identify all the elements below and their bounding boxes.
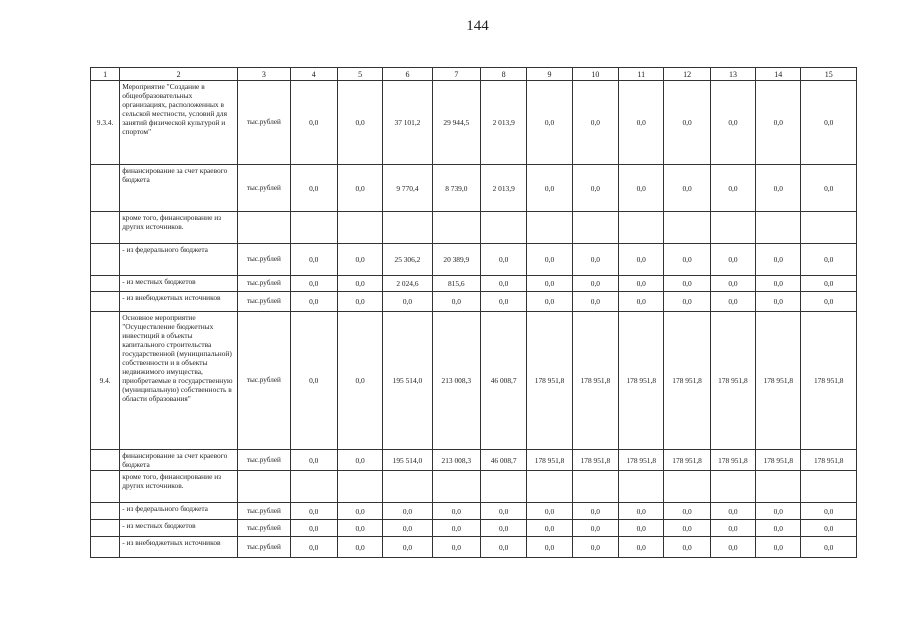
value-cell: 0,0 bbox=[619, 81, 664, 165]
column-number-cell: 14 bbox=[756, 68, 801, 81]
row-code-cell bbox=[91, 244, 120, 276]
value-cell bbox=[572, 471, 618, 503]
value-cell: 0,0 bbox=[337, 276, 382, 292]
column-number-cell: 7 bbox=[432, 68, 480, 81]
table-row bbox=[91, 165, 857, 212]
budget-table bbox=[90, 67, 857, 558]
value-cell: 0,0 bbox=[801, 537, 857, 558]
value-cell: 0,0 bbox=[572, 503, 618, 520]
value-cell: 178 951,8 bbox=[572, 450, 618, 471]
value-cell: 0,0 bbox=[337, 244, 382, 276]
value-cell: 0,0 bbox=[756, 292, 801, 312]
value-cell: 178 951,8 bbox=[619, 450, 664, 471]
value-cell: 178 951,8 bbox=[756, 450, 801, 471]
value-cell: 0,0 bbox=[619, 165, 664, 212]
row-description-cell: кроме того, финансирование из других источников. bbox=[120, 212, 238, 244]
value-cell bbox=[481, 212, 527, 244]
value-cell: 0,0 bbox=[801, 165, 857, 212]
value-cell bbox=[432, 471, 480, 503]
unit-cell: тыс.рублей bbox=[238, 165, 290, 212]
table-row bbox=[91, 276, 857, 292]
value-cell: 0,0 bbox=[481, 276, 527, 292]
unit-cell: тыс.рублей bbox=[238, 292, 290, 312]
row-description-cell: - из федерального бюджета bbox=[120, 244, 238, 276]
value-cell bbox=[527, 212, 572, 244]
table-row bbox=[91, 81, 857, 165]
row-description-cell: - из внебюджетных источников bbox=[120, 537, 238, 558]
value-cell: 0,0 bbox=[710, 244, 755, 276]
value-cell bbox=[756, 471, 801, 503]
value-cell: 0,0 bbox=[481, 244, 527, 276]
value-cell: 0,0 bbox=[710, 292, 755, 312]
value-cell: 0,0 bbox=[664, 81, 710, 165]
value-cell: 0,0 bbox=[527, 520, 572, 537]
row-description-cell: - из местных бюджетов bbox=[120, 276, 238, 292]
value-cell bbox=[290, 471, 337, 503]
table-row bbox=[91, 503, 857, 520]
value-cell: 0,0 bbox=[756, 81, 801, 165]
unit-cell: тыс.рублей bbox=[238, 450, 290, 471]
value-cell: 0,0 bbox=[572, 165, 618, 212]
value-cell: 29 944,5 bbox=[432, 81, 480, 165]
value-cell: 0,0 bbox=[572, 292, 618, 312]
value-cell: 0,0 bbox=[290, 292, 337, 312]
value-cell: 0,0 bbox=[290, 81, 337, 165]
row-code-cell: 9.3.4. bbox=[91, 81, 120, 165]
value-cell: 178 951,8 bbox=[710, 312, 755, 450]
value-cell bbox=[664, 471, 710, 503]
column-number-cell: 12 bbox=[664, 68, 710, 81]
row-code-cell bbox=[91, 212, 120, 244]
unit-cell: тыс.рублей bbox=[238, 312, 290, 450]
value-cell: 0,0 bbox=[619, 503, 664, 520]
value-cell: 178 951,8 bbox=[619, 312, 664, 450]
unit-cell: тыс.рублей bbox=[238, 520, 290, 537]
value-cell: 2 024,6 bbox=[383, 276, 432, 292]
value-cell: 0,0 bbox=[527, 165, 572, 212]
value-cell: 0,0 bbox=[664, 503, 710, 520]
unit-cell: тыс.рублей bbox=[238, 503, 290, 520]
row-description-cell: финансирование за счет краевого бюджета bbox=[120, 450, 238, 471]
value-cell: 0,0 bbox=[710, 537, 755, 558]
value-cell: 0,0 bbox=[664, 537, 710, 558]
value-cell: 0,0 bbox=[664, 276, 710, 292]
value-cell: 0,0 bbox=[756, 503, 801, 520]
unit-cell: тыс.рублей bbox=[238, 537, 290, 558]
value-cell: 0,0 bbox=[290, 276, 337, 292]
value-cell: 213 008,3 bbox=[432, 312, 480, 450]
value-cell: 0,0 bbox=[481, 503, 527, 520]
value-cell: 0,0 bbox=[290, 312, 337, 450]
table-row bbox=[91, 312, 857, 450]
value-cell: 213 008,3 bbox=[432, 450, 480, 471]
column-number-cell: 15 bbox=[801, 68, 857, 81]
value-cell: 0,0 bbox=[290, 244, 337, 276]
table-row bbox=[91, 471, 857, 503]
value-cell: 0,0 bbox=[337, 450, 382, 471]
value-cell: 2 013,9 bbox=[481, 165, 527, 212]
value-cell: 0,0 bbox=[337, 81, 382, 165]
value-cell: 0,0 bbox=[756, 165, 801, 212]
value-cell: 0,0 bbox=[432, 520, 480, 537]
value-cell: 0,0 bbox=[383, 537, 432, 558]
table-row bbox=[91, 244, 857, 276]
value-cell: 0,0 bbox=[801, 503, 857, 520]
value-cell: 0,0 bbox=[290, 165, 337, 212]
value-cell: 195 514,0 bbox=[383, 312, 432, 450]
value-cell: 0,0 bbox=[527, 81, 572, 165]
value-cell: 815,6 bbox=[432, 276, 480, 292]
value-cell bbox=[756, 212, 801, 244]
column-number-cell: 5 bbox=[337, 68, 382, 81]
value-cell: 0,0 bbox=[756, 276, 801, 292]
value-cell: 0,0 bbox=[801, 276, 857, 292]
row-description-cell: финансирование за счет краевого бюджета bbox=[120, 165, 238, 212]
column-number-cell: 4 bbox=[290, 68, 337, 81]
value-cell: 0,0 bbox=[481, 520, 527, 537]
value-cell: 0,0 bbox=[527, 276, 572, 292]
value-cell: 0,0 bbox=[383, 520, 432, 537]
value-cell: 178 951,8 bbox=[527, 450, 572, 471]
value-cell: 0,0 bbox=[290, 503, 337, 520]
value-cell: 0,0 bbox=[664, 244, 710, 276]
value-cell: 0,0 bbox=[756, 520, 801, 537]
value-cell: 0,0 bbox=[619, 244, 664, 276]
value-cell bbox=[481, 471, 527, 503]
column-number-cell: 2 bbox=[120, 68, 238, 81]
value-cell: 0,0 bbox=[801, 520, 857, 537]
row-description-cell: Основное мероприятие "Осуществление бюджетных инвестиций в объекты капитального строительства государственной (муниципальной) собственности и в объекты недвижимого имущества, приобретаемые в государственную (муниципальную) собственность в области образования" bbox=[120, 312, 238, 450]
value-cell: 0,0 bbox=[664, 520, 710, 537]
value-cell: 0,0 bbox=[527, 292, 572, 312]
unit-cell bbox=[238, 471, 290, 503]
value-cell: 0,0 bbox=[664, 165, 710, 212]
column-number-cell: 3 bbox=[238, 68, 290, 81]
value-cell bbox=[383, 212, 432, 244]
unit-cell: тыс.рублей bbox=[238, 276, 290, 292]
value-cell: 0,0 bbox=[572, 520, 618, 537]
value-cell: 178 951,8 bbox=[664, 312, 710, 450]
row-code-cell bbox=[91, 292, 120, 312]
row-description-cell: - из местных бюджетов bbox=[120, 520, 238, 537]
value-cell: 0,0 bbox=[801, 292, 857, 312]
value-cell bbox=[290, 212, 337, 244]
value-cell: 0,0 bbox=[383, 503, 432, 520]
value-cell: 0,0 bbox=[572, 537, 618, 558]
table-row bbox=[91, 450, 857, 471]
value-cell: 0,0 bbox=[801, 81, 857, 165]
row-code-cell bbox=[91, 503, 120, 520]
value-cell: 0,0 bbox=[337, 503, 382, 520]
value-cell: 0,0 bbox=[337, 292, 382, 312]
value-cell: 0,0 bbox=[527, 503, 572, 520]
column-number-cell: 8 bbox=[481, 68, 527, 81]
row-code-cell bbox=[91, 471, 120, 503]
unit-cell bbox=[238, 212, 290, 244]
value-cell: 0,0 bbox=[664, 292, 710, 312]
value-cell: 0,0 bbox=[710, 503, 755, 520]
value-cell: 20 389,9 bbox=[432, 244, 480, 276]
table-row bbox=[91, 292, 857, 312]
value-cell: 0,0 bbox=[619, 276, 664, 292]
value-cell: 0,0 bbox=[290, 520, 337, 537]
row-description-cell: кроме того, финансирование из других источников. bbox=[120, 471, 238, 503]
value-cell: 0,0 bbox=[337, 537, 382, 558]
value-cell: 178 951,8 bbox=[710, 450, 755, 471]
column-number-cell: 13 bbox=[710, 68, 755, 81]
column-number-cell: 6 bbox=[383, 68, 432, 81]
value-cell bbox=[527, 471, 572, 503]
row-code-cell bbox=[91, 276, 120, 292]
value-cell: 178 951,8 bbox=[801, 450, 857, 471]
value-cell bbox=[337, 212, 382, 244]
value-cell: 0,0 bbox=[432, 537, 480, 558]
unit-cell: тыс.рублей bbox=[238, 81, 290, 165]
value-cell: 0,0 bbox=[619, 292, 664, 312]
value-cell: 195 514,0 bbox=[383, 450, 432, 471]
value-cell bbox=[710, 212, 755, 244]
value-cell: 0,0 bbox=[481, 537, 527, 558]
value-cell bbox=[801, 212, 857, 244]
value-cell: 9 770,4 bbox=[383, 165, 432, 212]
value-cell: 0,0 bbox=[572, 244, 618, 276]
value-cell: 0,0 bbox=[710, 520, 755, 537]
value-cell bbox=[710, 471, 755, 503]
value-cell: 0,0 bbox=[527, 537, 572, 558]
value-cell: 0,0 bbox=[710, 81, 755, 165]
value-cell: 0,0 bbox=[290, 537, 337, 558]
row-description-cell: Мероприятие "Создание в общеобразовательных организациях, расположенных в сельской местности, условий для занятий физической культурой и спортом" bbox=[120, 81, 238, 165]
value-cell: 0,0 bbox=[710, 165, 755, 212]
value-cell bbox=[619, 212, 664, 244]
value-cell bbox=[432, 212, 480, 244]
row-code-cell bbox=[91, 520, 120, 537]
row-code-cell bbox=[91, 537, 120, 558]
value-cell bbox=[572, 212, 618, 244]
value-cell: 178 951,8 bbox=[801, 312, 857, 450]
row-description-cell: - из внебюджетных источников bbox=[120, 292, 238, 312]
value-cell: 0,0 bbox=[801, 244, 857, 276]
value-cell: 178 951,8 bbox=[664, 450, 710, 471]
table-row bbox=[91, 520, 857, 537]
value-cell: 0,0 bbox=[383, 292, 432, 312]
value-cell: 0,0 bbox=[710, 276, 755, 292]
value-cell: 0,0 bbox=[432, 292, 480, 312]
value-cell: 0,0 bbox=[337, 312, 382, 450]
value-cell: 178 951,8 bbox=[527, 312, 572, 450]
value-cell: 178 951,8 bbox=[756, 312, 801, 450]
row-code-cell bbox=[91, 450, 120, 471]
value-cell bbox=[383, 471, 432, 503]
value-cell: 0,0 bbox=[756, 537, 801, 558]
value-cell: 0,0 bbox=[619, 537, 664, 558]
value-cell bbox=[664, 212, 710, 244]
value-cell: 46 008,7 bbox=[481, 312, 527, 450]
value-cell: 178 951,8 bbox=[572, 312, 618, 450]
table-row bbox=[91, 212, 857, 244]
value-cell: 0,0 bbox=[337, 165, 382, 212]
value-cell bbox=[801, 471, 857, 503]
value-cell: 0,0 bbox=[572, 276, 618, 292]
row-code-cell bbox=[91, 165, 120, 212]
table-header-row bbox=[91, 68, 857, 81]
column-number-cell: 9 bbox=[527, 68, 572, 81]
column-number-cell: 1 bbox=[91, 68, 120, 81]
value-cell: 0,0 bbox=[572, 81, 618, 165]
value-cell bbox=[619, 471, 664, 503]
value-cell: 0,0 bbox=[619, 520, 664, 537]
value-cell: 0,0 bbox=[432, 503, 480, 520]
unit-cell: тыс.рублей bbox=[238, 244, 290, 276]
value-cell: 0,0 bbox=[756, 244, 801, 276]
column-number-cell: 11 bbox=[619, 68, 664, 81]
value-cell: 46 008,7 bbox=[481, 450, 527, 471]
value-cell bbox=[337, 471, 382, 503]
value-cell: 25 306,2 bbox=[383, 244, 432, 276]
value-cell: 0,0 bbox=[527, 244, 572, 276]
value-cell: 37 101,2 bbox=[383, 81, 432, 165]
value-cell: 0,0 bbox=[290, 450, 337, 471]
table-row bbox=[91, 537, 857, 558]
value-cell: 2 013,9 bbox=[481, 81, 527, 165]
value-cell: 0,0 bbox=[481, 292, 527, 312]
value-cell: 8 739,0 bbox=[432, 165, 480, 212]
page-number: 144 bbox=[466, 18, 489, 34]
column-number-cell: 10 bbox=[572, 68, 618, 81]
row-code-cell: 9.4. bbox=[91, 312, 120, 450]
row-description-cell: - из федерального бюджета bbox=[120, 503, 238, 520]
value-cell: 0,0 bbox=[337, 520, 382, 537]
